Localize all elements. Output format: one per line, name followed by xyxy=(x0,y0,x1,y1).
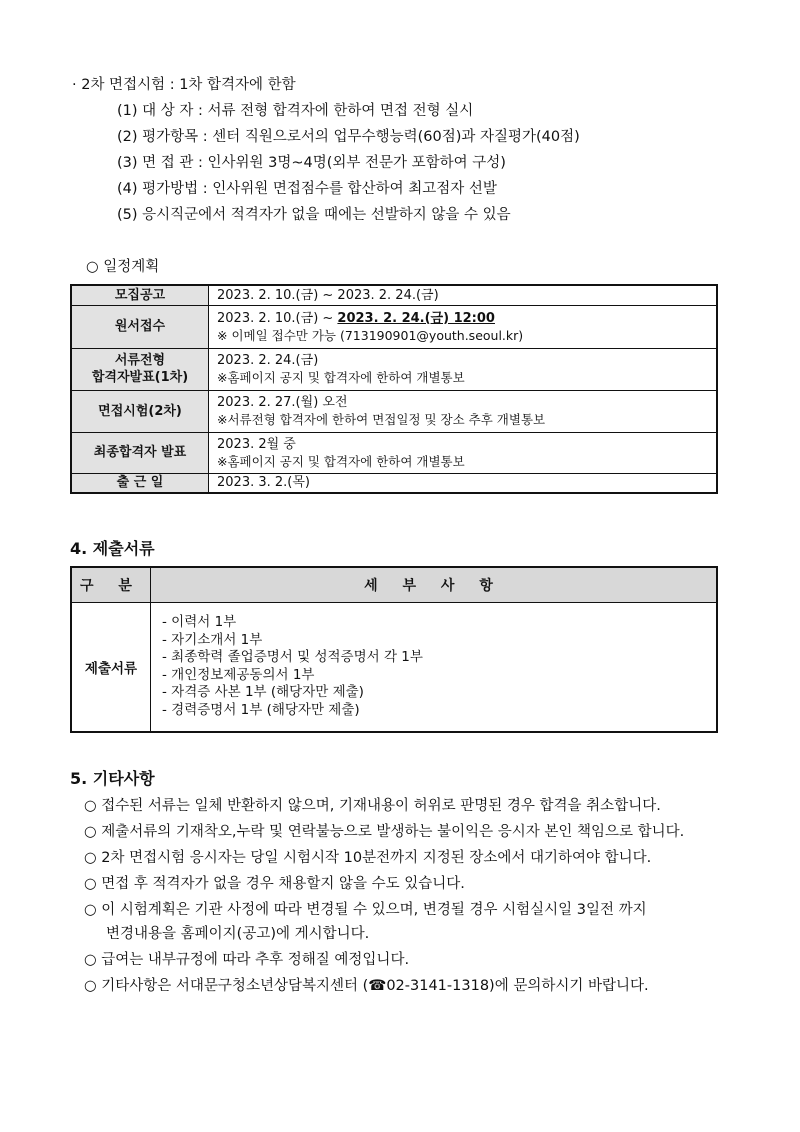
schedule-value xyxy=(209,348,718,390)
list-item: ○ 급여는 내부규정에 따라 추후 정해질 예정입니다. xyxy=(84,952,410,968)
others-heading: 5. 기타사항 xyxy=(70,769,155,788)
schedule-value-prefix: 2023. 2. 10.(금) ~ xyxy=(217,310,338,326)
schedule-row xyxy=(71,285,717,305)
interview-intro: · 2차 면접시험 : 1차 합격자에 한함 xyxy=(72,77,296,93)
list-item: ○ 이 시험계획은 기관 사정에 따라 변경될 수 있으며, 변경될 경우 시험실시일 3일전 까지 xyxy=(84,902,647,918)
documents-col-header: 세 부 사 항 xyxy=(151,567,718,603)
list-item: - 자격증 사본 1부 (해당자만 제출) xyxy=(162,684,364,701)
interview-item-4: (4) 평가방법 : 인사위원 면접점수를 합산하여 최고점자 선발 xyxy=(117,181,497,197)
schedule-value xyxy=(209,305,718,348)
schedule-row xyxy=(71,348,717,390)
list-item: - 개인정보제공동의서 1부 xyxy=(162,666,315,683)
schedule-label: 최종합격자 발표 xyxy=(71,432,209,473)
documents-header-row xyxy=(71,567,717,603)
list-item: - 최종학력 졸업증명서 및 성적증명서 각 1부 xyxy=(162,649,423,666)
schedule-deadline: 2023. 2. 24.(금) 12:00 xyxy=(337,310,495,326)
interview-item-1: (1) 대 상 자 : 서류 전형 합격자에 한하여 면접 전형 실시 xyxy=(117,103,474,119)
schedule-row xyxy=(71,305,717,348)
schedule-value xyxy=(209,432,718,473)
documents-list xyxy=(152,607,715,726)
interview-item-5: (5) 응시직군에서 적격자가 없을 때에는 선발하지 않을 수 있음 xyxy=(117,207,511,223)
schedule-value: 2023. 2. 10.(금) ~ 2023. 2. 24.(금) xyxy=(209,285,718,305)
schedule-row xyxy=(71,390,717,432)
schedule-note: ※서류전형 합격자에 한하여 면접일정 및 장소 추후 개별통보 xyxy=(217,412,546,427)
list-item: ○ 접수된 서류는 일체 반환하지 않으며, 기재내용이 허위로 판명된 경우 합격을 취소합니다. xyxy=(84,798,661,814)
schedule-row xyxy=(71,473,717,493)
schedule-note: ※홈페이지 공지 및 합격자에 한하여 개별통보 xyxy=(217,453,465,469)
schedule-date: 2023. 2. 27.(월) 오전 xyxy=(217,395,348,410)
schedule-label-line1: 서류전형 xyxy=(114,353,166,368)
schedule-label: 출 근 일 xyxy=(71,473,209,493)
schedule-date: 2023. 2. 24.(금) xyxy=(217,353,319,368)
schedule-label: 면접시험(2차) xyxy=(71,390,209,432)
list-item: ○ 기타사항은 서대문구청소년상담복지센터 (☎02-3141-1318)에 문의하시기 바랍니다. xyxy=(84,978,649,994)
list-item-continuation: 변경내용을 홈페이지(공고)에 게시합니다. xyxy=(106,926,370,942)
list-item: - 경력증명서 1부 (해당자만 제출) xyxy=(162,701,360,718)
list-item: ○ 2차 면접시험 응시자는 당일 시험시작 10분전까지 지정된 장소에서 대기하여야 합니다. xyxy=(84,850,652,866)
list-item: ○ 면접 후 적격자가 없을 경우 채용할지 않을 수도 있습니다. xyxy=(84,876,465,892)
documents-list-cell xyxy=(151,603,718,732)
documents-table xyxy=(70,566,718,733)
schedule-value: 2023. 3. 2.(목) xyxy=(209,473,718,493)
list-item: - 이력서 1부 xyxy=(162,614,237,631)
interview-item-3: (3) 면 접 관 : 인사위원 3명~4명(외부 전문가 포함하여 구성) xyxy=(117,155,506,171)
schedule-title: ○ 일정계획 xyxy=(86,259,160,275)
schedule-label: 원서접수 xyxy=(71,305,209,348)
schedule-label xyxy=(71,348,209,390)
interview-item-2: (2) 평가항목 : 센터 직원으로서의 업무수행능력(60점)과 자질평가(40점) xyxy=(117,129,580,145)
schedule-label-line2: 합격자발표(1차) xyxy=(91,370,189,385)
documents-row-label: 제출서류 xyxy=(71,603,151,732)
schedule-note: ※홈페이지 공지 및 합격자에 한하여 개별통보 xyxy=(217,370,465,385)
documents-col-header: 구 분 xyxy=(71,567,151,603)
schedule-label: 모집공고 xyxy=(71,285,209,305)
list-item: - 자기소개서 1부 xyxy=(162,631,263,648)
schedule-value xyxy=(209,390,718,432)
documents-heading: 4. 제출서류 xyxy=(70,539,155,558)
schedule-date: 2023. 2월 중 xyxy=(217,436,296,452)
list-item: ○ 제출서류의 기재착오,누락 및 연락불능으로 발생하는 불이익은 응시자 본인 책임으로 합니다. xyxy=(84,824,685,840)
schedule-table xyxy=(70,284,718,494)
documents-row xyxy=(71,603,717,732)
schedule-note: ※ 이메일 접수만 가능 (713190901@youth.seoul.kr) xyxy=(217,327,524,343)
schedule-row xyxy=(71,432,717,473)
